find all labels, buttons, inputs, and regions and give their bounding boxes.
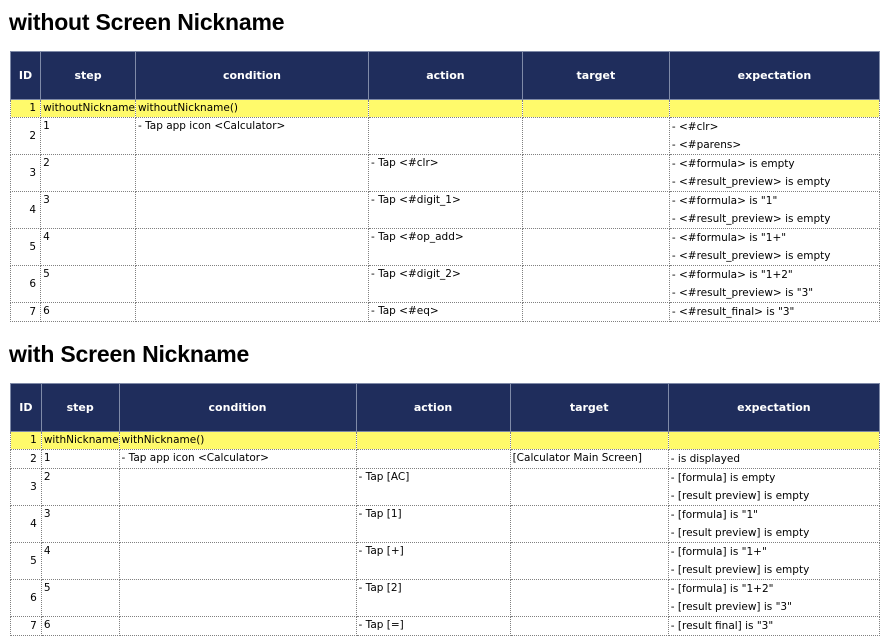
cell-condition: [119, 617, 356, 636]
table-row: [11, 469, 880, 506]
table-header-row: [11, 52, 880, 100]
table-header-row: [11, 384, 880, 432]
column-header-condition: condition: [119, 384, 356, 432]
cell-step: 2: [41, 155, 136, 192]
cell-action: - Tap <#digit_1>: [368, 192, 522, 229]
expectation-line: - <#formula> is "1+2": [671, 269, 793, 281]
expectation-line: - <#result_preview> is empty: [671, 250, 831, 262]
expectation-line: - [result preview] is empty: [670, 527, 810, 539]
table-row: [11, 155, 880, 192]
cell-step: 4: [41, 543, 119, 580]
cell-expectation: [669, 192, 879, 229]
cell-condition: [135, 303, 368, 322]
cell-target: [522, 303, 669, 322]
table-row: [11, 580, 880, 617]
cell-action: - Tap <#clr>: [368, 155, 522, 192]
cell-id: 1: [11, 432, 42, 450]
cell-action: - Tap <#eq>: [368, 303, 522, 322]
cell-step: withoutNickname: [41, 100, 136, 118]
expectation-line: - [formula] is "1+": [670, 546, 767, 558]
expectation-line: - [formula] is "1+2": [670, 583, 774, 595]
cell-step: 6: [41, 617, 119, 636]
cell-id: 3: [11, 469, 42, 506]
cell-condition: withNickname(): [119, 432, 356, 450]
cell-condition: [119, 580, 356, 617]
cell-target: [522, 118, 669, 155]
cell-target: [510, 543, 668, 580]
cell-target: [510, 506, 668, 543]
cell-step: 5: [41, 580, 119, 617]
cell-target: [510, 617, 668, 636]
cell-condition: withoutNickname(): [135, 100, 368, 118]
cell-action: [368, 118, 522, 155]
cell-expectation: [669, 303, 879, 322]
cell-id: 4: [11, 192, 41, 229]
column-header-step: step: [41, 52, 136, 100]
cell-expectation: [668, 450, 879, 469]
cell-action: - Tap [=]: [356, 617, 510, 636]
table-row: [11, 192, 880, 229]
cell-condition: [119, 506, 356, 543]
column-header-target: target: [522, 52, 669, 100]
cell-expectation: [668, 506, 879, 543]
section-title-without: without Screen Nickname: [9, 9, 285, 35]
column-header-action: action: [356, 384, 510, 432]
cell-step: 5: [41, 266, 136, 303]
cell-condition: [119, 543, 356, 580]
cell-target: [Calculator Main Screen]: [510, 450, 668, 469]
cell-action: - Tap <#op_add>: [368, 229, 522, 266]
cell-condition: [135, 229, 368, 266]
column-header-step: step: [41, 384, 119, 432]
cell-expectation: [669, 118, 879, 155]
column-header-id: ID: [11, 52, 41, 100]
spec-table-without: [10, 51, 880, 322]
cell-expectation: [668, 580, 879, 617]
expectation-line: - <#result_preview> is empty: [671, 176, 831, 188]
cell-action: [368, 100, 522, 118]
column-header-condition: condition: [135, 52, 368, 100]
expectation-line: - [result final] is "3": [670, 620, 774, 632]
expectation-line: - <#formula> is "1": [671, 195, 778, 207]
scenario-row: [11, 100, 880, 118]
expectation-line: - <#result_preview> is empty: [671, 213, 831, 225]
cell-step: 6: [41, 303, 136, 322]
cell-expectation: [668, 432, 879, 450]
table-row: [11, 118, 880, 155]
expectation-line: - [result preview] is empty: [670, 490, 810, 502]
expectation-line: - <#parens>: [671, 139, 742, 151]
cell-id: 2: [11, 450, 42, 469]
cell-action: - Tap <#digit_2>: [368, 266, 522, 303]
cell-id: 6: [11, 580, 42, 617]
cell-action: - Tap [1]: [356, 506, 510, 543]
expectation-line: - [formula] is "1": [670, 509, 758, 521]
cell-id: 2: [11, 118, 41, 155]
table-row: [11, 303, 880, 322]
cell-id: 7: [11, 303, 41, 322]
cell-id: 1: [11, 100, 41, 118]
cell-target: [510, 469, 668, 506]
cell-condition: [119, 469, 356, 506]
expectation-line: - <#result_final> is "3": [671, 306, 795, 318]
cell-action: - Tap [AC]: [356, 469, 510, 506]
cell-id: 7: [11, 617, 42, 636]
column-header-id: ID: [11, 384, 42, 432]
cell-target: [522, 229, 669, 266]
cell-target: [510, 432, 668, 450]
table-row: [11, 229, 880, 266]
cell-expectation: [669, 155, 879, 192]
cell-expectation: [669, 229, 879, 266]
expectation-line: - [formula] is empty: [670, 472, 776, 484]
cell-action: - Tap [+]: [356, 543, 510, 580]
cell-action: [356, 432, 510, 450]
table-row: [11, 543, 880, 580]
expectation-line: - is displayed: [670, 453, 741, 465]
cell-condition: - Tap app icon <Calculator>: [135, 118, 368, 155]
cell-expectation: [669, 266, 879, 303]
column-header-action: action: [368, 52, 522, 100]
expectation-line: - [result preview] is empty: [670, 564, 810, 576]
cell-step: withNickname: [41, 432, 119, 450]
cell-step: 2: [41, 469, 119, 506]
cell-expectation: [669, 100, 879, 118]
expectation-line: - [result preview] is "3": [670, 601, 792, 613]
cell-action: - Tap [2]: [356, 580, 510, 617]
cell-condition: [135, 192, 368, 229]
cell-expectation: [668, 543, 879, 580]
table-row: [11, 617, 880, 636]
cell-id: 5: [11, 543, 42, 580]
expectation-line: - <#formula> is "1+": [671, 232, 787, 244]
expectation-line: - <#formula> is empty: [671, 158, 795, 170]
cell-target: [522, 266, 669, 303]
column-header-expectation: expectation: [669, 52, 879, 100]
table-row: [11, 450, 880, 469]
expectation-line: - <#clr>: [671, 121, 719, 133]
cell-step: 3: [41, 506, 119, 543]
cell-target: [522, 192, 669, 229]
section-title-with: with Screen Nickname: [9, 341, 250, 367]
cell-target: [510, 580, 668, 617]
cell-step: 4: [41, 229, 136, 266]
cell-action: [356, 450, 510, 469]
table-row: [11, 506, 880, 543]
scenario-row: [11, 432, 880, 450]
cell-step: 1: [41, 118, 136, 155]
cell-step: 3: [41, 192, 136, 229]
cell-expectation: [668, 469, 879, 506]
cell-target: [522, 100, 669, 118]
column-header-target: target: [510, 384, 668, 432]
cell-step: 1: [41, 450, 119, 469]
cell-id: 6: [11, 266, 41, 303]
spec-table-with: [10, 383, 880, 636]
cell-target: [522, 155, 669, 192]
cell-expectation: [668, 617, 879, 636]
column-header-expectation: expectation: [668, 384, 879, 432]
cell-id: 5: [11, 229, 41, 266]
table-row: [11, 266, 880, 303]
cell-condition: - Tap app icon <Calculator>: [119, 450, 356, 469]
cell-condition: [135, 266, 368, 303]
cell-condition: [135, 155, 368, 192]
expectation-line: - <#result_preview> is "3": [671, 287, 814, 299]
cell-id: 3: [11, 155, 41, 192]
cell-id: 4: [11, 506, 42, 543]
